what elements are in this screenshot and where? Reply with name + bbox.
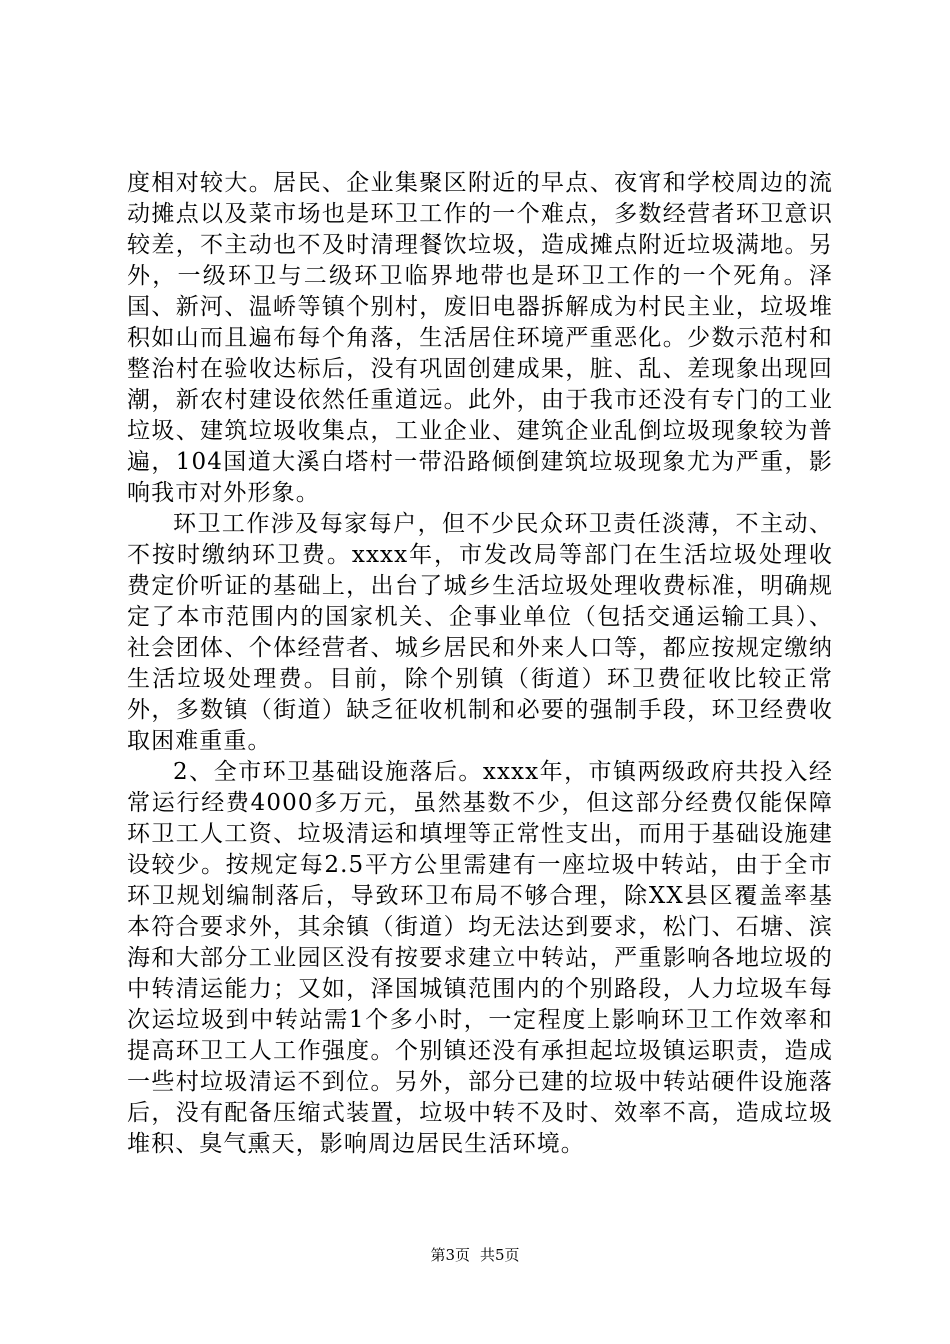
document-body bbox=[127, 168, 833, 1160]
page-number-current: 第3页 bbox=[430, 1246, 470, 1264]
body-paragraph-1: 度相对较大。居民、企业集聚区附近的早点、夜宵和学校周边的流动摊点以及菜市场也是环卫工作的一个难点，多数经营者环卫意识较差，不主动也不及时清理餐饮垃圾，造成摊点附近垃圾满地。另外，一级环卫与二级环卫临界地带也是环卫工作的一个死角。泽国、新河、温峤等镇个别村，废旧电器拆解成为村民主业，垃圾堆积如山而且遍布每个角落，生活居住环境严重恶化。少数示范村和整治村在验收达标后，没有巩固创建成果，脏、乱、差现象出现回潮，新农村建设依然任重道远。此外，由于我市还没有专门的工业垃圾、建筑垃圾收集点，工业企业、建筑企业乱倒垃圾现象较为普遍，104国道大溪白塔村一带沿路倾倒建筑垃圾现象尤为严重，影响我市对外形象。 bbox=[127, 170, 833, 506]
page-number-total: 共5页 bbox=[480, 1246, 520, 1264]
body-paragraph-3: 2、全市环卫基础设施落后。xxxx年，市镇两级政府共投入经常运行经费4000多万元，虽然基数不少，但这部分经费仅能保障环卫工人工资、垃圾清运和填埋等正常性支出，而用于基础设施建设较少。按规定每2.5平方公里需建有一座垃圾中转站，由于全市环卫规划编制落后，导致环卫布局不够合理，除XX县区覆盖率基本符合要求外，其余镇（街道）均无法达到要求，松门、石塘、滨海和大部分工业园区没有按要求建立中转站，严重影响各地垃圾的中转清运能力；又如，泽国城镇范围内的个别路段，人力垃圾车每次运垃圾到中转站需1个多小时，一定程度上影响环卫工作效率和提高环卫工人工作强度。个别镇还没有承担起垃圾镇运职责，造成一些村垃圾清运不到位。另外，部分已建的垃圾中转站硬件设施落后，没有配备压缩式装置，垃圾中转不及时、效率不高，造成垃圾堆积、臭气熏天，影响周边居民生活环境。 bbox=[127, 759, 833, 1157]
body-paragraph-2: 环卫工作涉及每家每户，但不少民众环卫责任淡薄，不主动、不按时缴纳环卫费。xxxx年，市发改局等部门在生活垃圾处理收费定价听证的基础上，出台了城乡生活垃圾处理收费标准，明确规定了本市范围内的国家机关、企事业单位（包括交通运输工具）、社会团体、个体经营者、城乡居民和外来人口等，都应按规定缴纳生活垃圾处理费。目前，除个别镇（街道）环卫费征收比较正常外，多数镇（街道）缺乏征收机制和必要的强制手段，环卫经费收取困难重重。 bbox=[127, 511, 833, 754]
page-footer bbox=[0, 1245, 950, 1265]
